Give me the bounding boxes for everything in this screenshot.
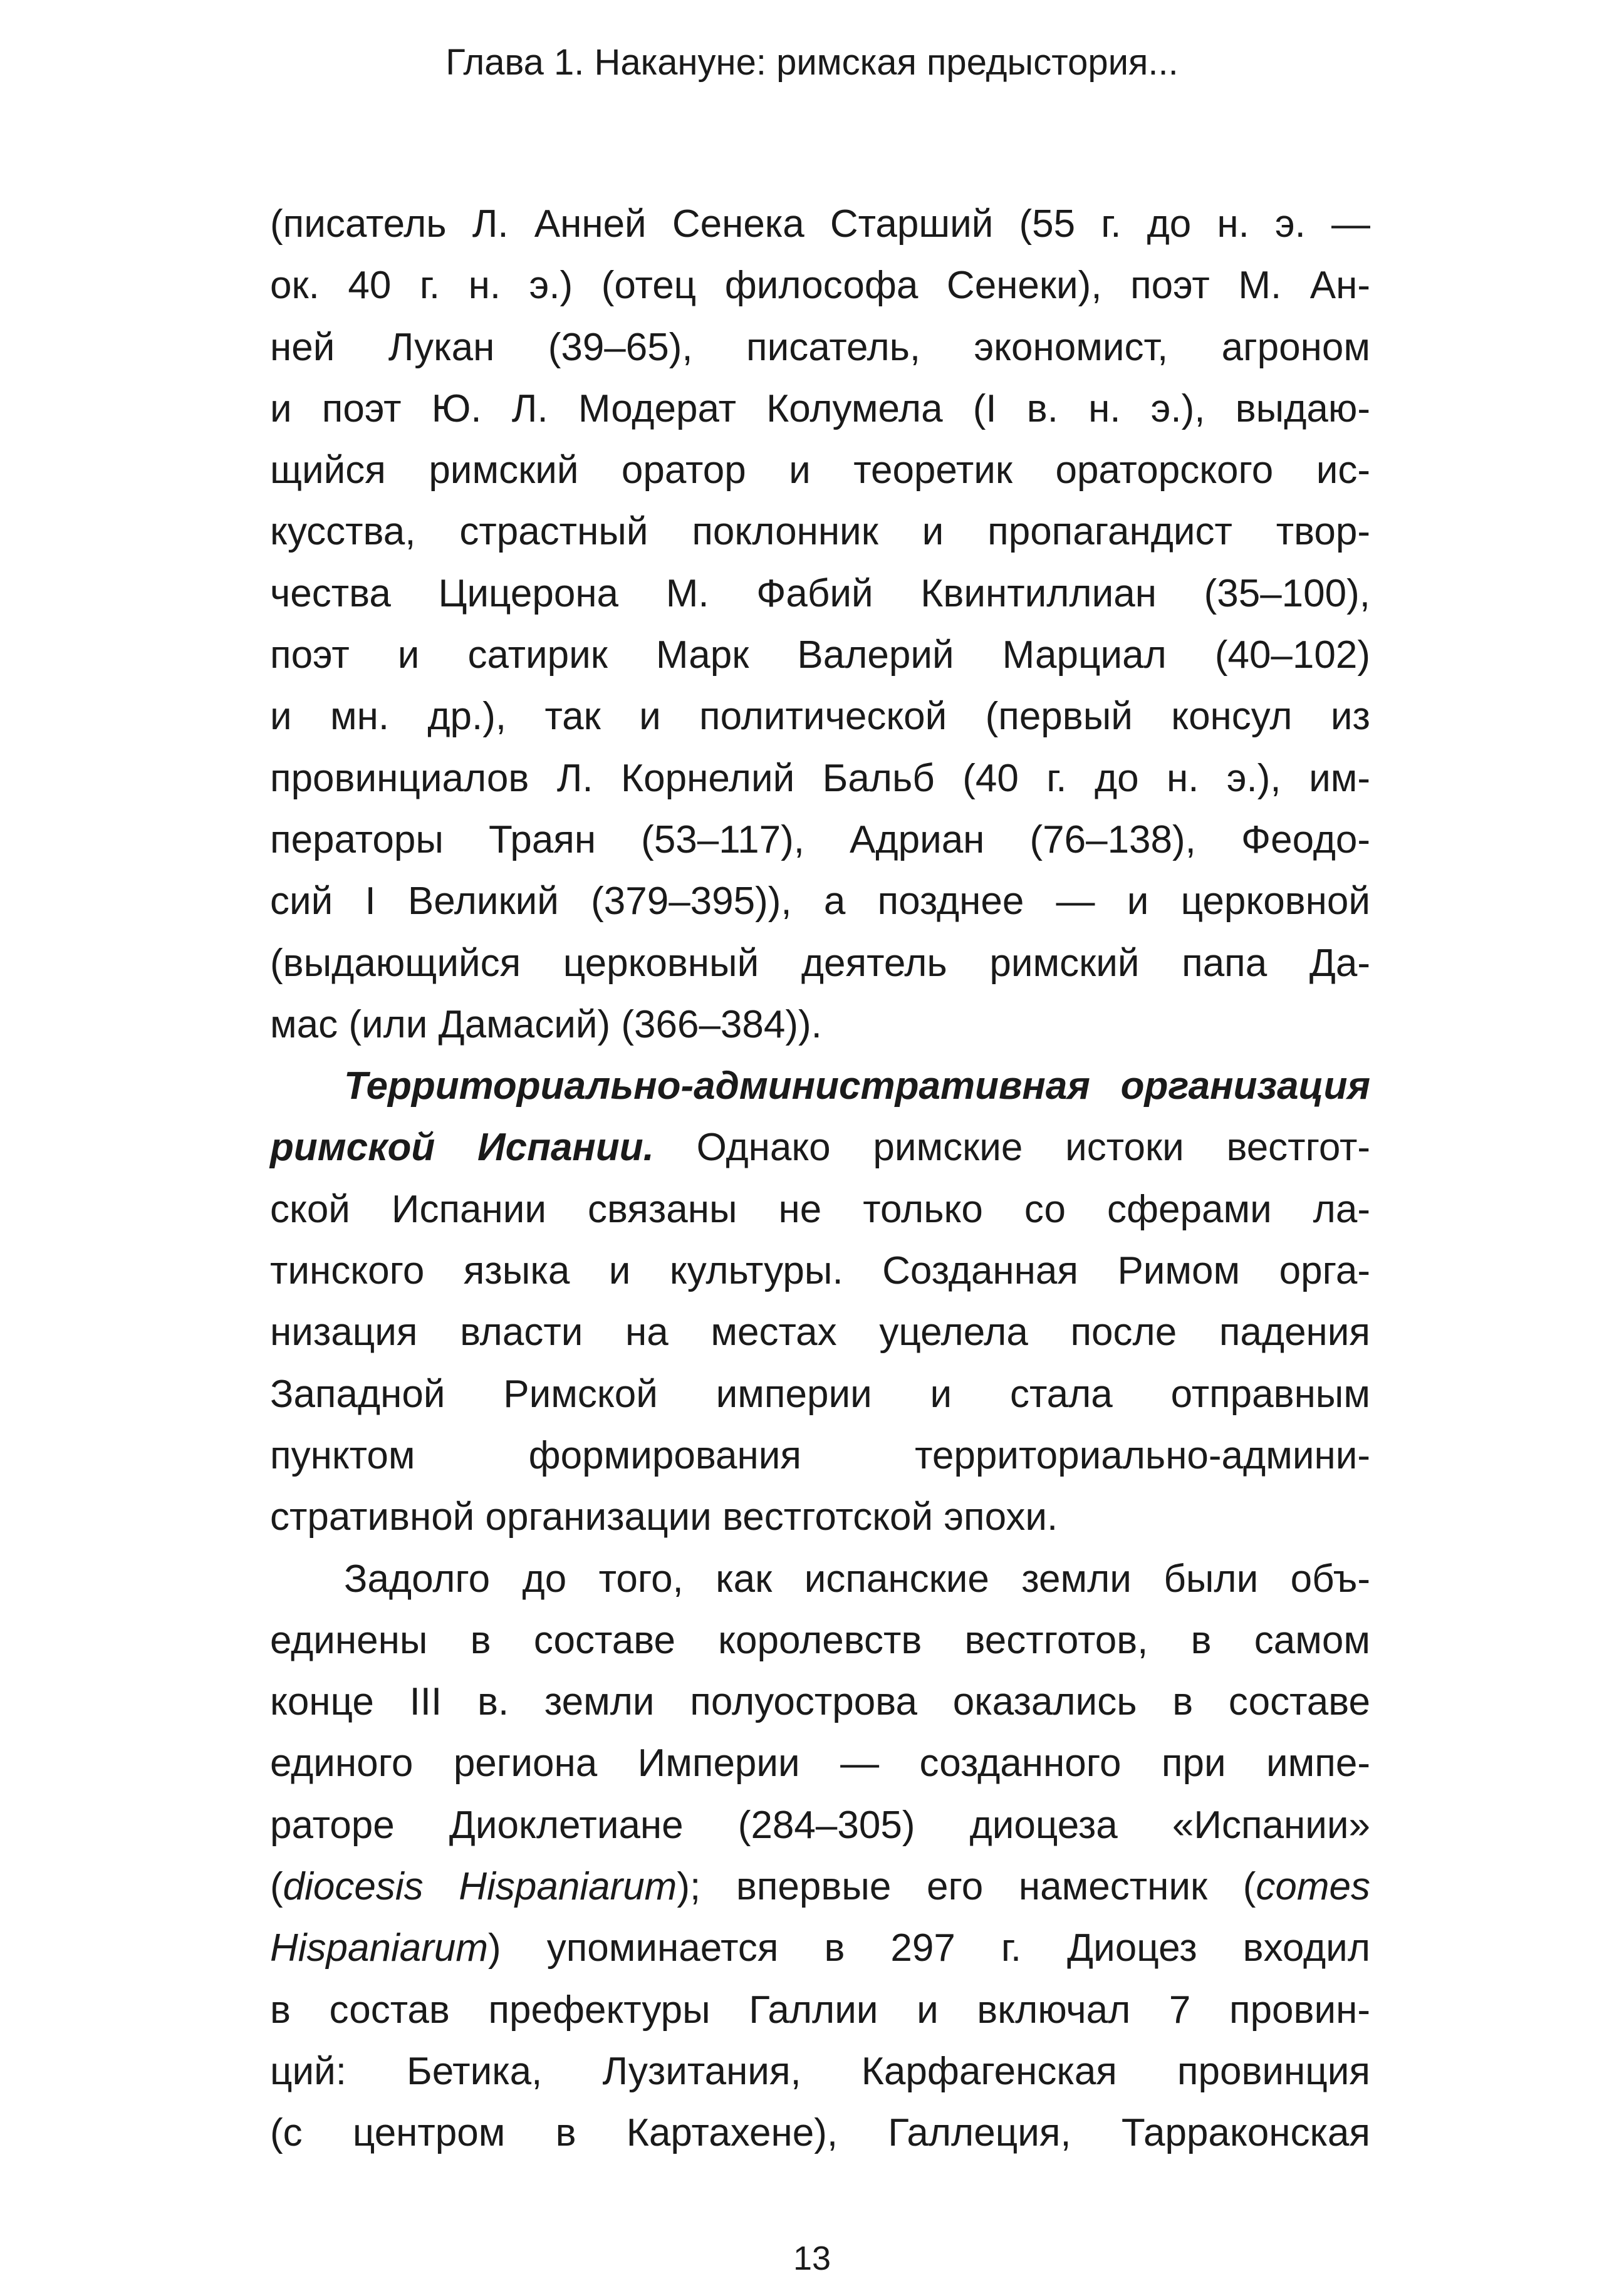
page-number: 13 xyxy=(793,2240,831,2277)
text-run: единены в составе королевств вестготов, в самом xyxy=(270,1618,1370,1662)
text-line xyxy=(270,1549,1370,1610)
latin-term: comes xyxy=(1256,1865,1371,1909)
text-run: ) упоминается в 297 г. Диоцез входил xyxy=(488,1926,1370,1970)
paragraph xyxy=(270,1549,1370,2164)
page-body xyxy=(270,194,1370,2164)
text-line xyxy=(270,378,1370,440)
text-run: в состав префектуры Галлии и включал 7 провин- xyxy=(270,1988,1370,2032)
text-run: и мн. др.), так и политической (первый консул из xyxy=(270,695,1370,739)
text-line xyxy=(270,1487,1370,1548)
text-run: и поэт Ю. Л. Модерат Колумела (I в. н. э.), выдаю- xyxy=(270,387,1370,430)
text-run: ской Испании связаны не только со сферами ла- xyxy=(270,1187,1370,1231)
text-line xyxy=(270,501,1370,563)
text-line xyxy=(270,1980,1370,2041)
text-run: чества Цицерона М. Фабий Квинтиллиан (35–100), xyxy=(270,571,1370,615)
text-line xyxy=(270,1179,1370,1240)
text-run: ператоры Траян (53–117), Адриан (76–138), Феодо- xyxy=(270,818,1370,861)
text-run: щийся римский оратор и теоретик ораторского ис- xyxy=(270,449,1370,492)
text-line xyxy=(270,1425,1370,1487)
text-run: пунктом формирования территориально-админи- xyxy=(270,1433,1370,1477)
text-run: ( xyxy=(270,1865,283,1909)
text-run: ок. 40 г. н. э.) (отец философа Сенеки), поэт М. Ан- xyxy=(270,264,1370,308)
section-heading-run: Территориально-административная организация xyxy=(344,1064,1370,1108)
section-heading-run: римской Испании. xyxy=(270,1126,654,1170)
text-run: поэт и сатирик Марк Валерий Марциал (40–102) xyxy=(270,633,1370,677)
text-line xyxy=(270,1733,1370,1794)
text-run: (выдающийся церковный деятель римский папа Да- xyxy=(270,941,1370,985)
latin-term: Hispaniarum xyxy=(270,1926,489,1970)
text-line xyxy=(270,1056,1370,1117)
text-run: единого региона Империи — созданного при импе- xyxy=(270,1742,1370,1785)
text-run: (с центром в Картахене), Галлеция, Тарраконская xyxy=(270,2111,1370,2155)
text-line xyxy=(270,1240,1370,1302)
running-header: Глава 1. Накануне: римская предыстория... xyxy=(445,42,1179,83)
text-run: (писатель Л. Анней Сенека Старший (55 г. до н. э. — xyxy=(270,202,1370,246)
latin-term: diocesis Hispaniarum xyxy=(283,1865,677,1909)
text-run: провинциалов Л. Корнелий Бальб (40 г. до н. э.), им- xyxy=(270,756,1370,800)
text-line xyxy=(270,1918,1370,1979)
text-run: Задолго до того, как испанские земли были объ- xyxy=(344,1557,1370,1601)
text-run: Однако римские истоки вестгот- xyxy=(653,1126,1370,1170)
text-line xyxy=(270,933,1370,994)
text-line xyxy=(270,994,1370,1056)
paragraph xyxy=(270,194,1370,1056)
text-line xyxy=(270,2102,1370,2164)
text-line xyxy=(270,1302,1370,1363)
text-run: раторе Диоклетиане (284–305) диоцеза «Испании» xyxy=(270,1803,1370,1847)
text-line xyxy=(270,2041,1370,2102)
text-line xyxy=(270,317,1370,378)
text-run: стративной организации вестготской эпохи. xyxy=(270,1495,1058,1539)
text-line xyxy=(270,871,1370,932)
text-line xyxy=(270,194,1370,255)
text-run: ); впервые его наместник ( xyxy=(677,1865,1256,1909)
text-line xyxy=(270,440,1370,501)
text-line xyxy=(270,255,1370,316)
text-run: кусства, страстный поклонник и пропагандист твор- xyxy=(270,510,1370,554)
text-run: ций: Бетика, Лузитания, Карфагенская провинция xyxy=(270,2049,1370,2093)
text-run: мас (или Дамасий) (366–384)). xyxy=(270,1002,822,1046)
text-line xyxy=(270,1610,1370,1671)
text-run: конце III в. земли полуострова оказались в составе xyxy=(270,1680,1370,1724)
text-line xyxy=(270,625,1370,686)
text-line xyxy=(270,809,1370,871)
text-line xyxy=(270,1364,1370,1425)
text-line xyxy=(270,1856,1370,1918)
text-line xyxy=(270,1117,1370,1178)
text-line xyxy=(270,686,1370,747)
text-run: низация власти на местах уцелела после падения xyxy=(270,1311,1370,1354)
text-line xyxy=(270,563,1370,625)
text-run: ней Лукан (39–65), писатель, экономист, агроном xyxy=(270,325,1370,369)
text-run: тинского языка и культуры. Созданная Римом орга- xyxy=(270,1249,1370,1293)
text-line xyxy=(270,1671,1370,1733)
paragraph xyxy=(270,1056,1370,1548)
text-line xyxy=(270,748,1370,809)
text-run: сий I Великий (379–395)), а позднее — и церковной xyxy=(270,880,1370,923)
text-line xyxy=(270,1795,1370,1856)
text-run: Западной Римской империи и стала отправным xyxy=(270,1372,1370,1416)
